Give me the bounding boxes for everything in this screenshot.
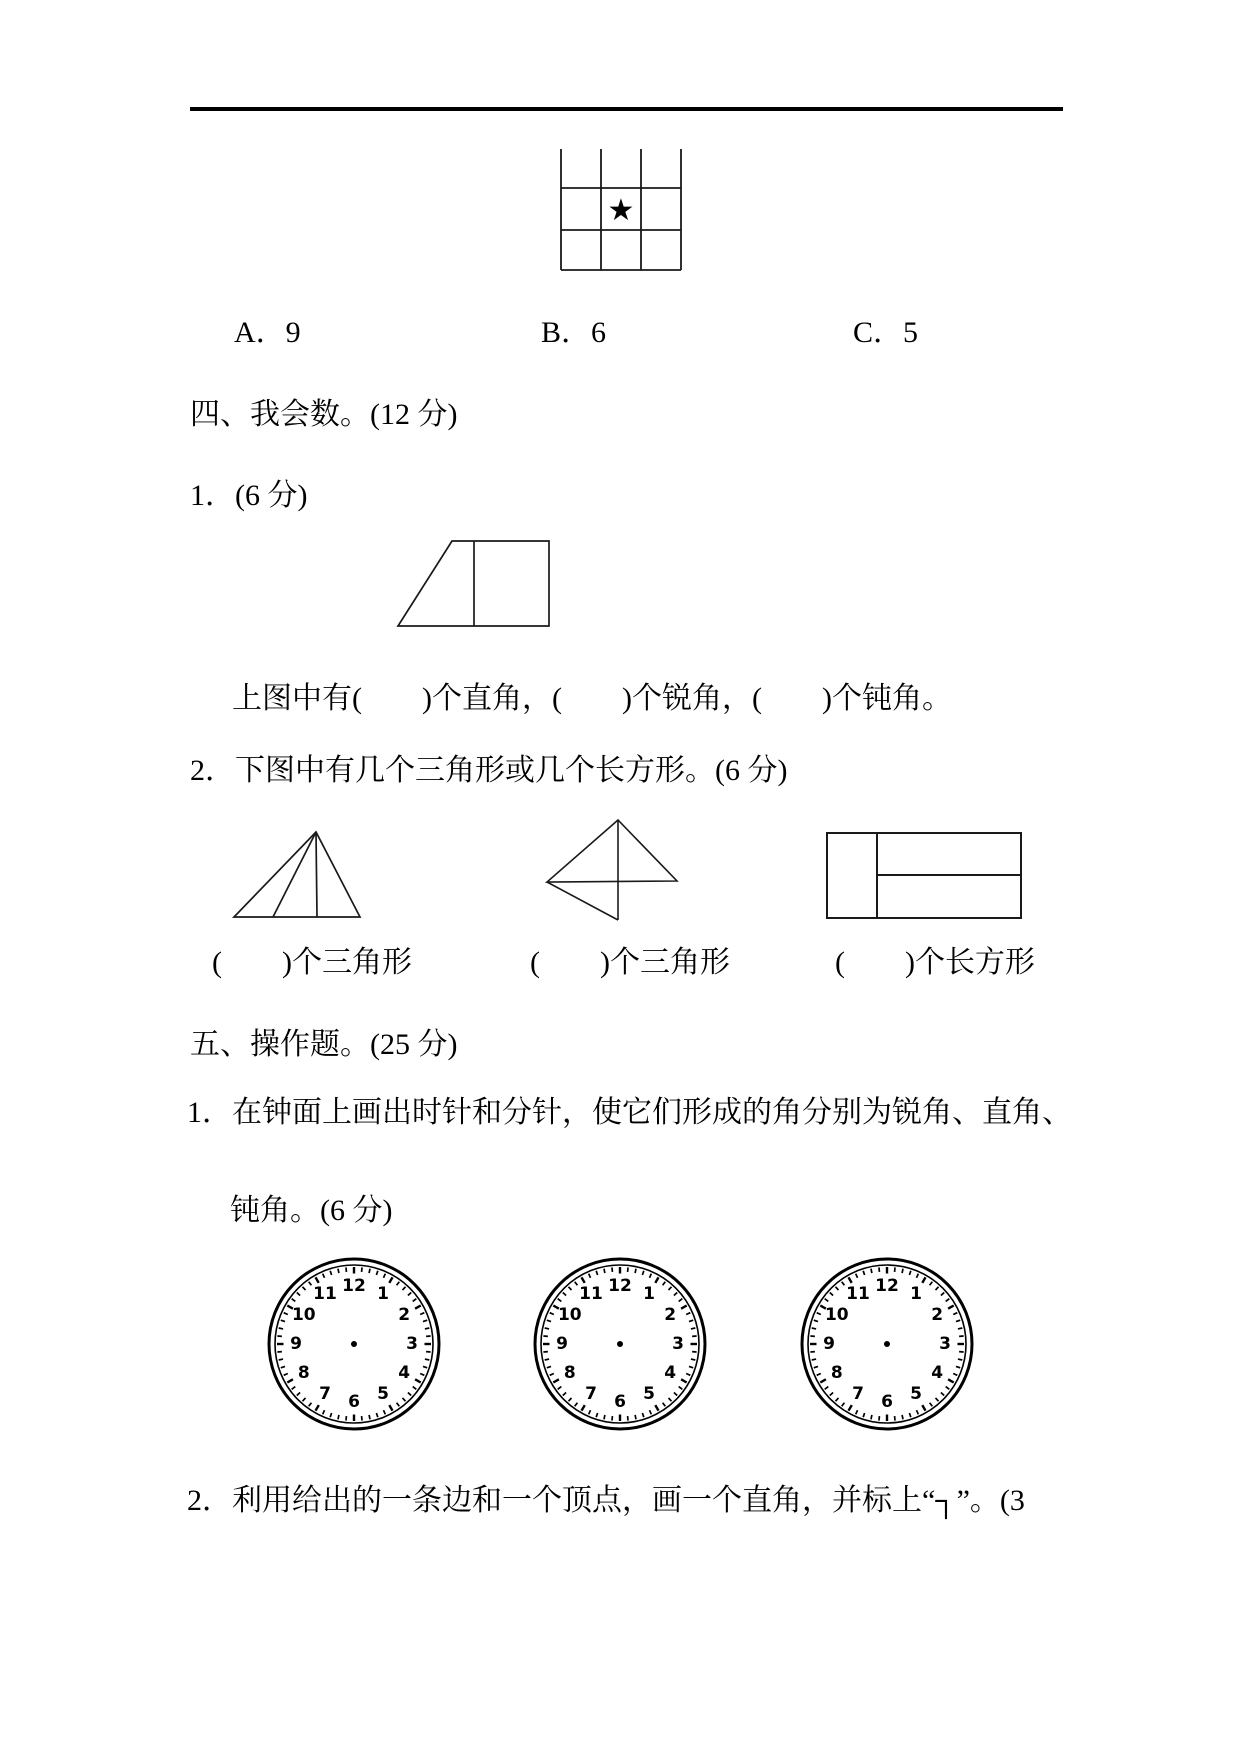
choice-b: B．6 bbox=[541, 316, 607, 349]
svg-text:10: 10 bbox=[557, 1305, 582, 1325]
section4-q2-label: 2．下图中有几个三角形或几个长方形。(6 分) bbox=[190, 754, 788, 787]
triangle-combo-figure bbox=[540, 814, 685, 926]
star-icon: ★ bbox=[607, 193, 635, 228]
q2-answer-1: ( )个三角形 bbox=[212, 946, 412, 979]
svg-text:11: 11 bbox=[313, 1283, 337, 1304]
svg-text:1: 1 bbox=[643, 1283, 655, 1304]
svg-text:4: 4 bbox=[398, 1363, 411, 1383]
choice-c: C．5 bbox=[853, 316, 919, 349]
section4-q1-label: 1．(6 分) bbox=[190, 479, 308, 512]
svg-text:9: 9 bbox=[823, 1334, 835, 1354]
svg-text:6: 6 bbox=[881, 1392, 893, 1412]
svg-text:8: 8 bbox=[297, 1363, 310, 1383]
svg-text:1: 1 bbox=[910, 1283, 922, 1304]
section5-header: 五、操作题。(25 分) bbox=[190, 1028, 458, 1061]
svg-text:7: 7 bbox=[852, 1384, 864, 1405]
svg-text:12: 12 bbox=[875, 1276, 899, 1296]
svg-text:8: 8 bbox=[563, 1363, 576, 1383]
clock-face bbox=[264, 1254, 444, 1434]
grid-figure bbox=[556, 144, 688, 276]
svg-text:12: 12 bbox=[608, 1276, 632, 1296]
section5-q1-line2: 钝角。(6 分) bbox=[230, 1194, 393, 1227]
svg-text:10: 10 bbox=[291, 1305, 316, 1325]
svg-text:8: 8 bbox=[830, 1363, 843, 1383]
svg-text:7: 7 bbox=[585, 1384, 597, 1405]
svg-text:9: 9 bbox=[556, 1334, 568, 1354]
svg-text:11: 11 bbox=[846, 1283, 870, 1304]
clock-face bbox=[530, 1254, 710, 1434]
svg-text:2: 2 bbox=[398, 1305, 411, 1325]
svg-text:7: 7 bbox=[319, 1384, 331, 1405]
svg-text:6: 6 bbox=[348, 1392, 360, 1412]
section5-q2-line: 2．利用给出的一条边和一个顶点，画一个直角，并标上“┐”。(3 bbox=[187, 1484, 1025, 1517]
trapezoid-figure bbox=[392, 534, 557, 634]
svg-text:5: 5 bbox=[643, 1384, 655, 1405]
q2-answer-3: ( )个长方形 bbox=[835, 946, 1035, 979]
svg-text:2: 2 bbox=[931, 1305, 944, 1325]
svg-text:5: 5 bbox=[910, 1384, 922, 1405]
triangle-fan-figure bbox=[228, 812, 368, 924]
q2-answer-2: ( )个三角形 bbox=[530, 946, 730, 979]
svg-text:3: 3 bbox=[406, 1334, 418, 1354]
section5-q1-line1: 1．在钟面上画出时针和分针，使它们形成的角分别为锐角、直角、 bbox=[187, 1096, 1072, 1129]
svg-text:6: 6 bbox=[614, 1392, 626, 1412]
svg-text:10: 10 bbox=[824, 1305, 849, 1325]
svg-text:2: 2 bbox=[664, 1305, 677, 1325]
choice-a: A．9 bbox=[234, 316, 301, 349]
header-rule bbox=[190, 107, 1063, 111]
section4-q1-blanks: 上图中有( )个直角，( )个锐角，( )个钝角。 bbox=[232, 682, 952, 715]
svg-text:1: 1 bbox=[377, 1283, 389, 1304]
svg-text:5: 5 bbox=[377, 1384, 389, 1405]
section4-header: 四、我会数。(12 分) bbox=[190, 398, 458, 431]
svg-text:12: 12 bbox=[342, 1276, 366, 1296]
svg-text:9: 9 bbox=[290, 1334, 302, 1354]
clock-face bbox=[797, 1254, 977, 1434]
divided-rectangle-figure bbox=[822, 828, 1026, 923]
svg-text:4: 4 bbox=[664, 1363, 677, 1383]
svg-text:4: 4 bbox=[931, 1363, 944, 1383]
svg-text:3: 3 bbox=[672, 1334, 684, 1354]
svg-text:3: 3 bbox=[939, 1334, 951, 1354]
svg-text:11: 11 bbox=[579, 1283, 603, 1304]
